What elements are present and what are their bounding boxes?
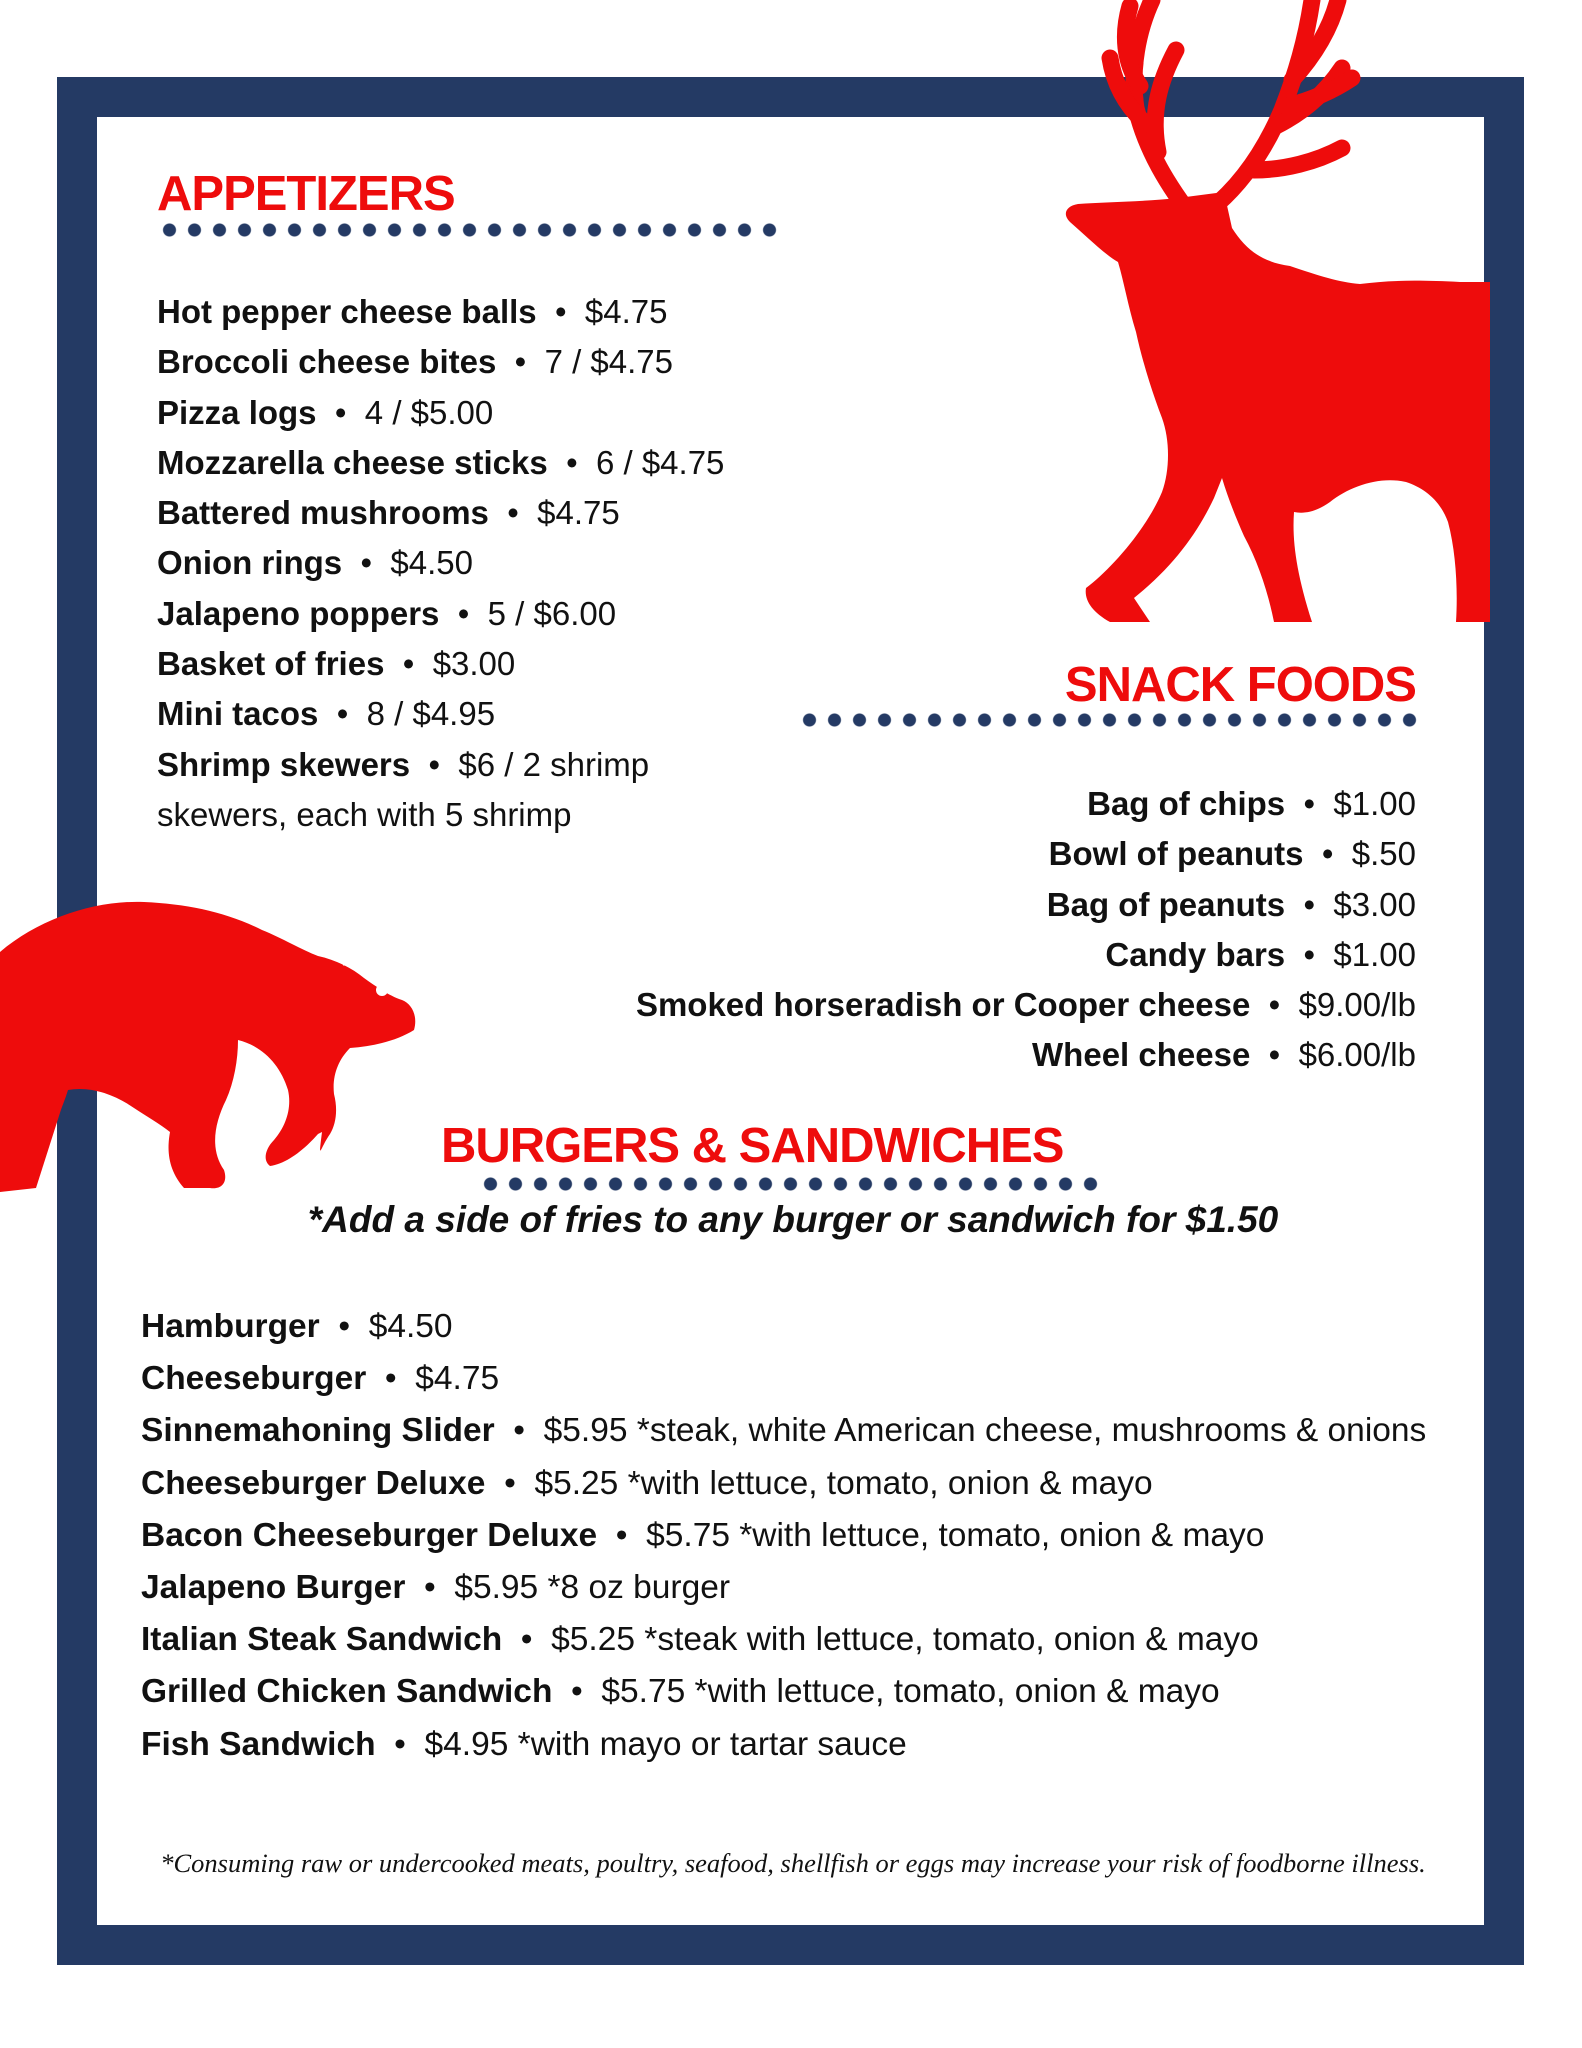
list-item: Italian Steak Sandwich • $5.25 *steak with lettuce, tomato, onion & mayo	[141, 1621, 1259, 1659]
snack-foods-heading: SNACK FOODS	[1064, 658, 1416, 712]
list-item: Cheeseburger Deluxe • $5.25 *with lettuce, tomato, onion & mayo	[141, 1464, 1153, 1502]
list-item: Mini tacos • 8 / $4.95	[157, 695, 496, 733]
list-item: Candy bars • $1.00	[1105, 935, 1416, 973]
burgers-sandwiches-list	[141, 1301, 1441, 1771]
food-safety-disclaimer: *Consuming raw or undercooked meats, poultry, seafood, shellfish or eggs may increase your risk of foodborne illness.	[160, 1848, 1426, 1878]
appetizers-heading: APPETIZERS	[157, 167, 455, 221]
fries-side-note: *Add a side of fries to any burger or sandwich for $1.50	[307, 1199, 1279, 1240]
list-item: Wheel cheese • $6.00/lb	[1032, 1036, 1416, 1074]
list-item: Battered mushrooms • $4.75	[157, 494, 620, 532]
list-item: Sinnemahoning Slider • $5.95 *steak, white American cheese, mushrooms & onions	[141, 1412, 1427, 1450]
list-item: Pizza logs • 4 / $5.00	[157, 393, 494, 431]
list-item: Smoked horseradish or Cooper cheese • $9.00/lb	[635, 986, 1416, 1024]
list-item: Basket of fries • $3.00	[157, 645, 516, 683]
list-item: Cheeseburger • $4.75	[141, 1360, 500, 1398]
list-item: Mozzarella cheese sticks • 6 / $4.75	[157, 443, 725, 481]
list-item: Hamburger • $4.50	[141, 1308, 453, 1345]
list-item: Onion rings • $4.50	[157, 544, 474, 582]
dot-separator-icon	[797, 713, 1422, 727]
list-item: Jalapeno poppers • 5 / $6.00	[157, 594, 617, 632]
list-item: Bag of chips • $1.00	[1087, 785, 1416, 822]
list-item: Hot pepper cheese balls • $4.75	[157, 293, 668, 330]
list-item: Shrimp skewers • $6 / 2 shrimp skewers, each with 5 shrimp	[157, 745, 650, 833]
burgers-sandwiches-heading: BURGERS & SANDWICHES	[441, 1119, 1064, 1173]
list-item: Jalapeno Burger • $5.95 *8 oz burger	[141, 1569, 730, 1607]
list-item: Bacon Cheeseburger Deluxe • $5.75 *with lettuce, tomato, onion & mayo	[141, 1516, 1265, 1554]
dot-separator-icon	[478, 1177, 1103, 1191]
list-item: Fish Sandwich • $4.95 *with mayo or tartar sauce	[141, 1725, 907, 1763]
list-item: Bowl of peanuts • $.50	[1048, 835, 1416, 873]
bear-silhouette-icon	[0, 902, 415, 1192]
elk-silhouette-icon	[1066, 0, 1490, 622]
appetizers-list	[157, 287, 727, 840]
list-item: Grilled Chicken Sandwich • $5.75 *with lettuce, tomato, onion & mayo	[141, 1673, 1220, 1711]
list-item: Broccoli cheese bites • 7 / $4.75	[157, 343, 674, 381]
snack-foods-list	[516, 779, 1416, 1081]
dot-separator-icon	[157, 223, 782, 237]
list-item: Bag of peanuts • $3.00	[1046, 885, 1416, 923]
